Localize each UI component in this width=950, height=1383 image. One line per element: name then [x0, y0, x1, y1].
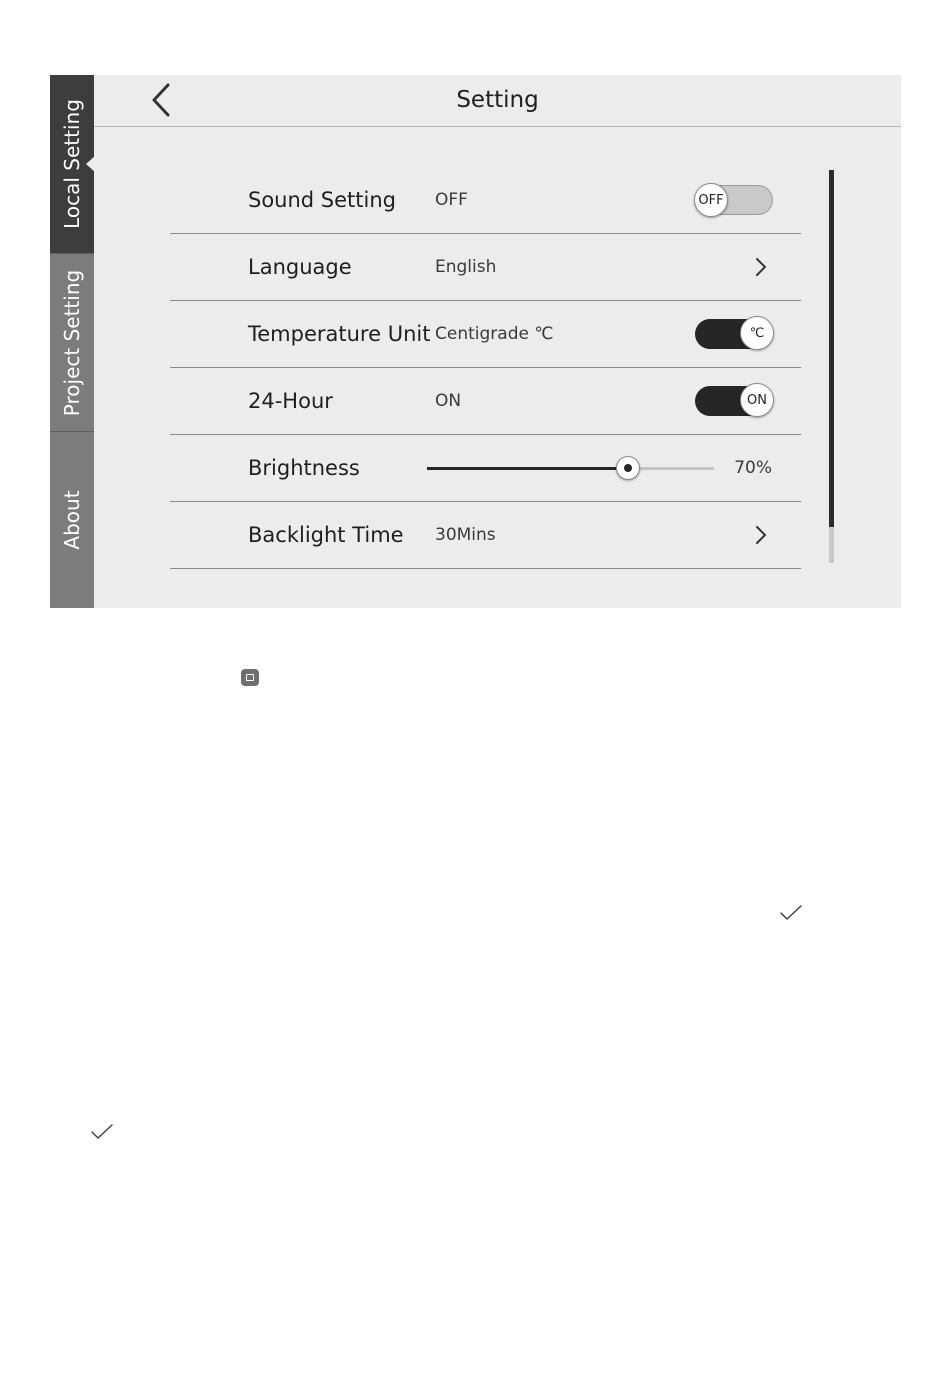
- temperature-toggle[interactable]: [695, 319, 773, 349]
- tab-about[interactable]: [50, 432, 94, 608]
- brightness-label: Brightness: [248, 456, 360, 480]
- settings-list: [170, 167, 801, 569]
- tab-project-setting-label: Project Setting: [60, 269, 84, 416]
- check-icon: [779, 903, 803, 923]
- language-label: Language: [248, 255, 352, 279]
- settings-screen: [50, 75, 901, 608]
- temperature-unit-value: Centigrade ℃: [435, 324, 554, 344]
- row-sound-setting: [170, 167, 801, 234]
- sound-toggle-knob: OFF: [694, 183, 728, 217]
- brightness-slider[interactable]: [427, 467, 714, 470]
- temperature-toggle-knob: ℃: [740, 316, 774, 350]
- scrollbar[interactable]: [829, 170, 834, 563]
- backlight-time-value: 30Mins: [435, 525, 496, 545]
- tab-about-label: About: [60, 490, 84, 550]
- backlight-time-label: Backlight Time: [248, 523, 404, 547]
- brightness-slider-fill: [427, 467, 628, 470]
- header-bar: [94, 75, 901, 127]
- row-temperature-unit: [170, 301, 801, 368]
- sound-toggle[interactable]: [695, 185, 773, 215]
- chevron-right-icon[interactable]: [753, 524, 769, 546]
- row-language[interactable]: [170, 234, 801, 301]
- row-brightness: [170, 435, 801, 502]
- brightness-slider-thumb[interactable]: [616, 456, 640, 480]
- row-backlight-time[interactable]: [170, 502, 801, 569]
- 24-hour-toggle[interactable]: [695, 386, 773, 416]
- tab-local-setting-label: Local Setting: [60, 99, 84, 229]
- small-app-icon: [241, 669, 259, 686]
- sidebar: [50, 75, 94, 608]
- 24-hour-toggle-knob: ON: [740, 383, 774, 417]
- chevron-right-icon[interactable]: [753, 256, 769, 278]
- scrollbar-thumb[interactable]: [829, 170, 834, 527]
- page-title: Setting: [456, 87, 539, 113]
- tab-project-setting[interactable]: [50, 254, 94, 432]
- sound-setting-label: Sound Setting: [248, 188, 396, 212]
- check-icon: [90, 1122, 114, 1142]
- sound-setting-value: OFF: [435, 190, 468, 210]
- temperature-unit-label: Temperature Unit: [248, 322, 431, 346]
- brightness-value: 70%: [734, 458, 772, 478]
- 24-hour-value: ON: [435, 391, 462, 411]
- row-24-hour: [170, 368, 801, 435]
- active-tab-pointer: [86, 156, 95, 172]
- language-value: English: [435, 257, 497, 277]
- 24-hour-label: 24-Hour: [248, 389, 333, 413]
